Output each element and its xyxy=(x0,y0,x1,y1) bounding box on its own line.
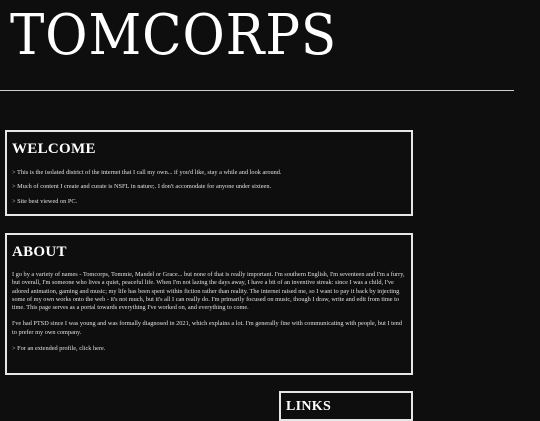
extended-profile-link[interactable]: > For an extended profile, click here. xyxy=(12,345,106,353)
welcome-line-pc-notice: > Site best viewed on PC. xyxy=(12,197,78,205)
about-panel xyxy=(5,233,413,375)
links-heading: LINKS xyxy=(286,399,332,414)
welcome-heading: WELCOME xyxy=(12,141,96,157)
welcome-line-intro: > This is the isolated district of the internet that I call my own... if you'd like, stay a while and look around. xyxy=(12,169,282,176)
site-title: TOMCORPS xyxy=(10,3,338,68)
about-heading: ABOUT xyxy=(12,244,67,260)
welcome-line-nsfl-warning: > Much of content I create and curate is NSFL in nature;. I don't accomodate for anyone under sixteen. xyxy=(12,183,272,191)
header-divider xyxy=(0,90,514,91)
about-paragraph-ptsd: I've had PTSD since I was young and was formally diagnosed in 2021, which explains a lot. I'm generally fine with communicating with people, but I tend to prefer my own company. xyxy=(12,320,402,336)
links-panel xyxy=(279,391,413,421)
about-paragraph-intro: I go by a variety of names - Tomcorps, Tommie, Mandel or Grace... but none of that is really important. I'm southern English, I'm seventeen and I'm a furry, but overall, I'm someone who lives a quiet, peaceful life. When I'm not lazing the days away, I have a bit of an inventive streak: since I was a child, I've adored animation, gaming and music; my life has been spent within fiction rather than reality. The internet raised me, so I want to pay it back by injecting some of my own works onto the web - it's not much, but it's all I can really do. I'm primarily focused on music, though I draw, write and edit from time to time. This page serves as a portal towards everything I've worked on, and everything to come. xyxy=(12,271,405,312)
welcome-panel xyxy=(5,130,413,216)
